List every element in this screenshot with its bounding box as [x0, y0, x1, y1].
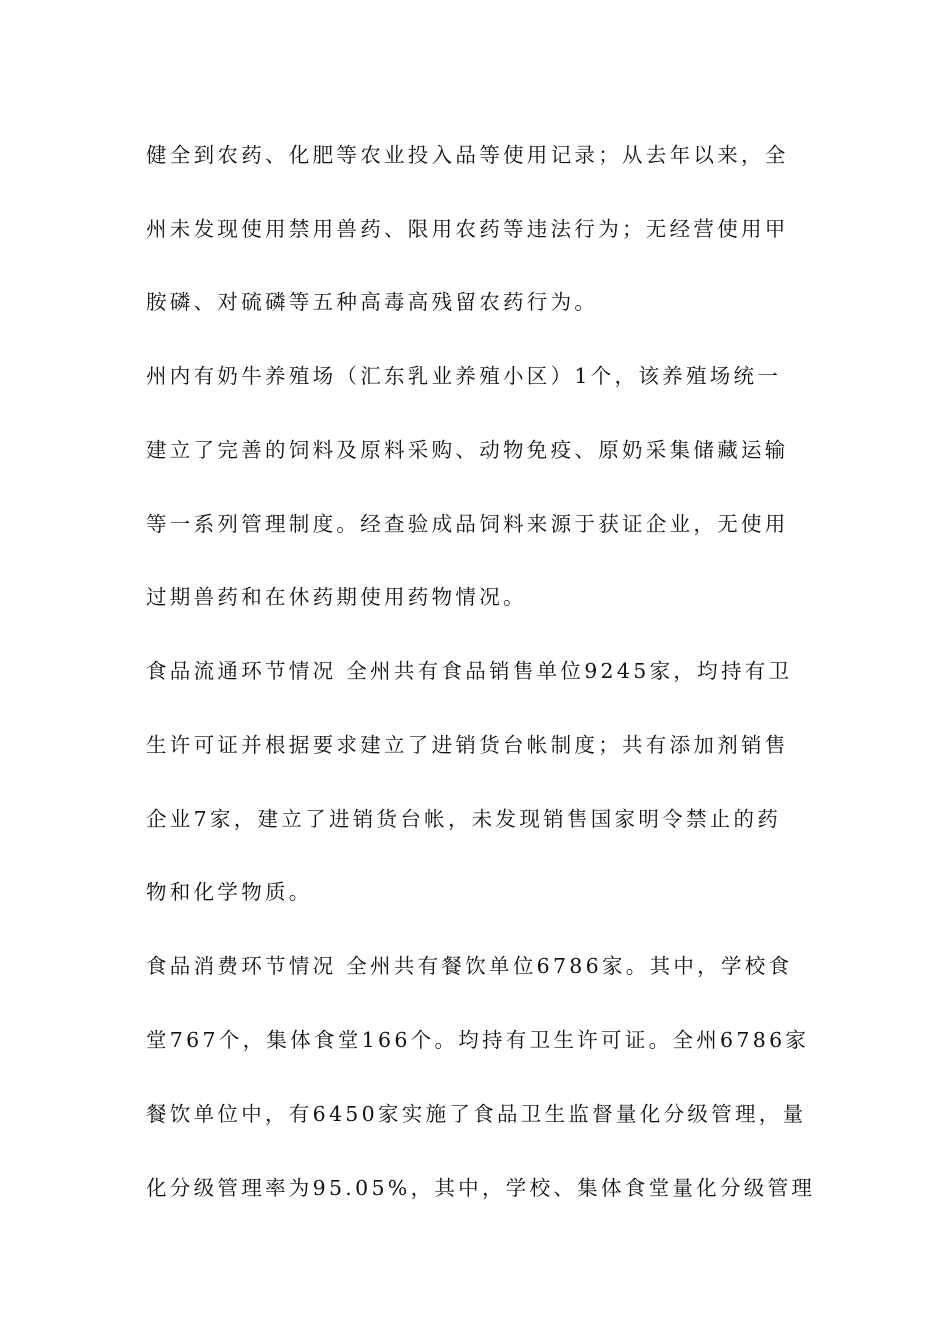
text-line: 建立了完善的饲料及原料采购、动物免疫、原奶采集储藏运输	[146, 438, 789, 462]
text-line: 食品消费环节情况 全州共有餐饮单位6786家。其中，学校食	[146, 954, 793, 978]
text-line: 堂767个，集体食堂166个。均持有卫生许可证。全州6786家	[146, 1028, 810, 1052]
text-line: 生许可证并根据要求建立了进销货台帐制度；共有添加剂销售	[146, 733, 789, 757]
text-line: 化分级管理率为95.05%，其中，学校、集体食堂量化分级管理	[146, 1176, 816, 1200]
text-line: 州内有奶牛养殖场（汇东乳业养殖小区）1个，该养殖场统一	[146, 364, 782, 388]
text-line: 胺磷、对硫磷等五种高毒高残留农药行为。	[146, 290, 599, 314]
text-line: 物和化学物质。	[146, 880, 313, 904]
text-line: 过期兽药和在休药期使用药物情况。	[146, 585, 527, 609]
text-line: 企业7家，建立了进销货台帐，未发现销售国家明令禁止的药	[146, 807, 782, 831]
text-line: 餐饮单位中，有6450家实施了食品卫生监督量化分级管理，量	[146, 1102, 807, 1126]
text-line: 等一系列管理制度。经查验成品饲料来源于获证企业，无使用	[146, 512, 789, 536]
text-line: 食品流通环节情况 全州共有食品销售单位9245家，均持有卫	[146, 659, 793, 683]
text-line: 健全到农药、化肥等农业投入品等使用记录；从去年以来，全	[146, 143, 789, 167]
text-line: 州未发现使用禁用兽药、限用农药等违法行为；无经营使用甲	[146, 217, 789, 241]
